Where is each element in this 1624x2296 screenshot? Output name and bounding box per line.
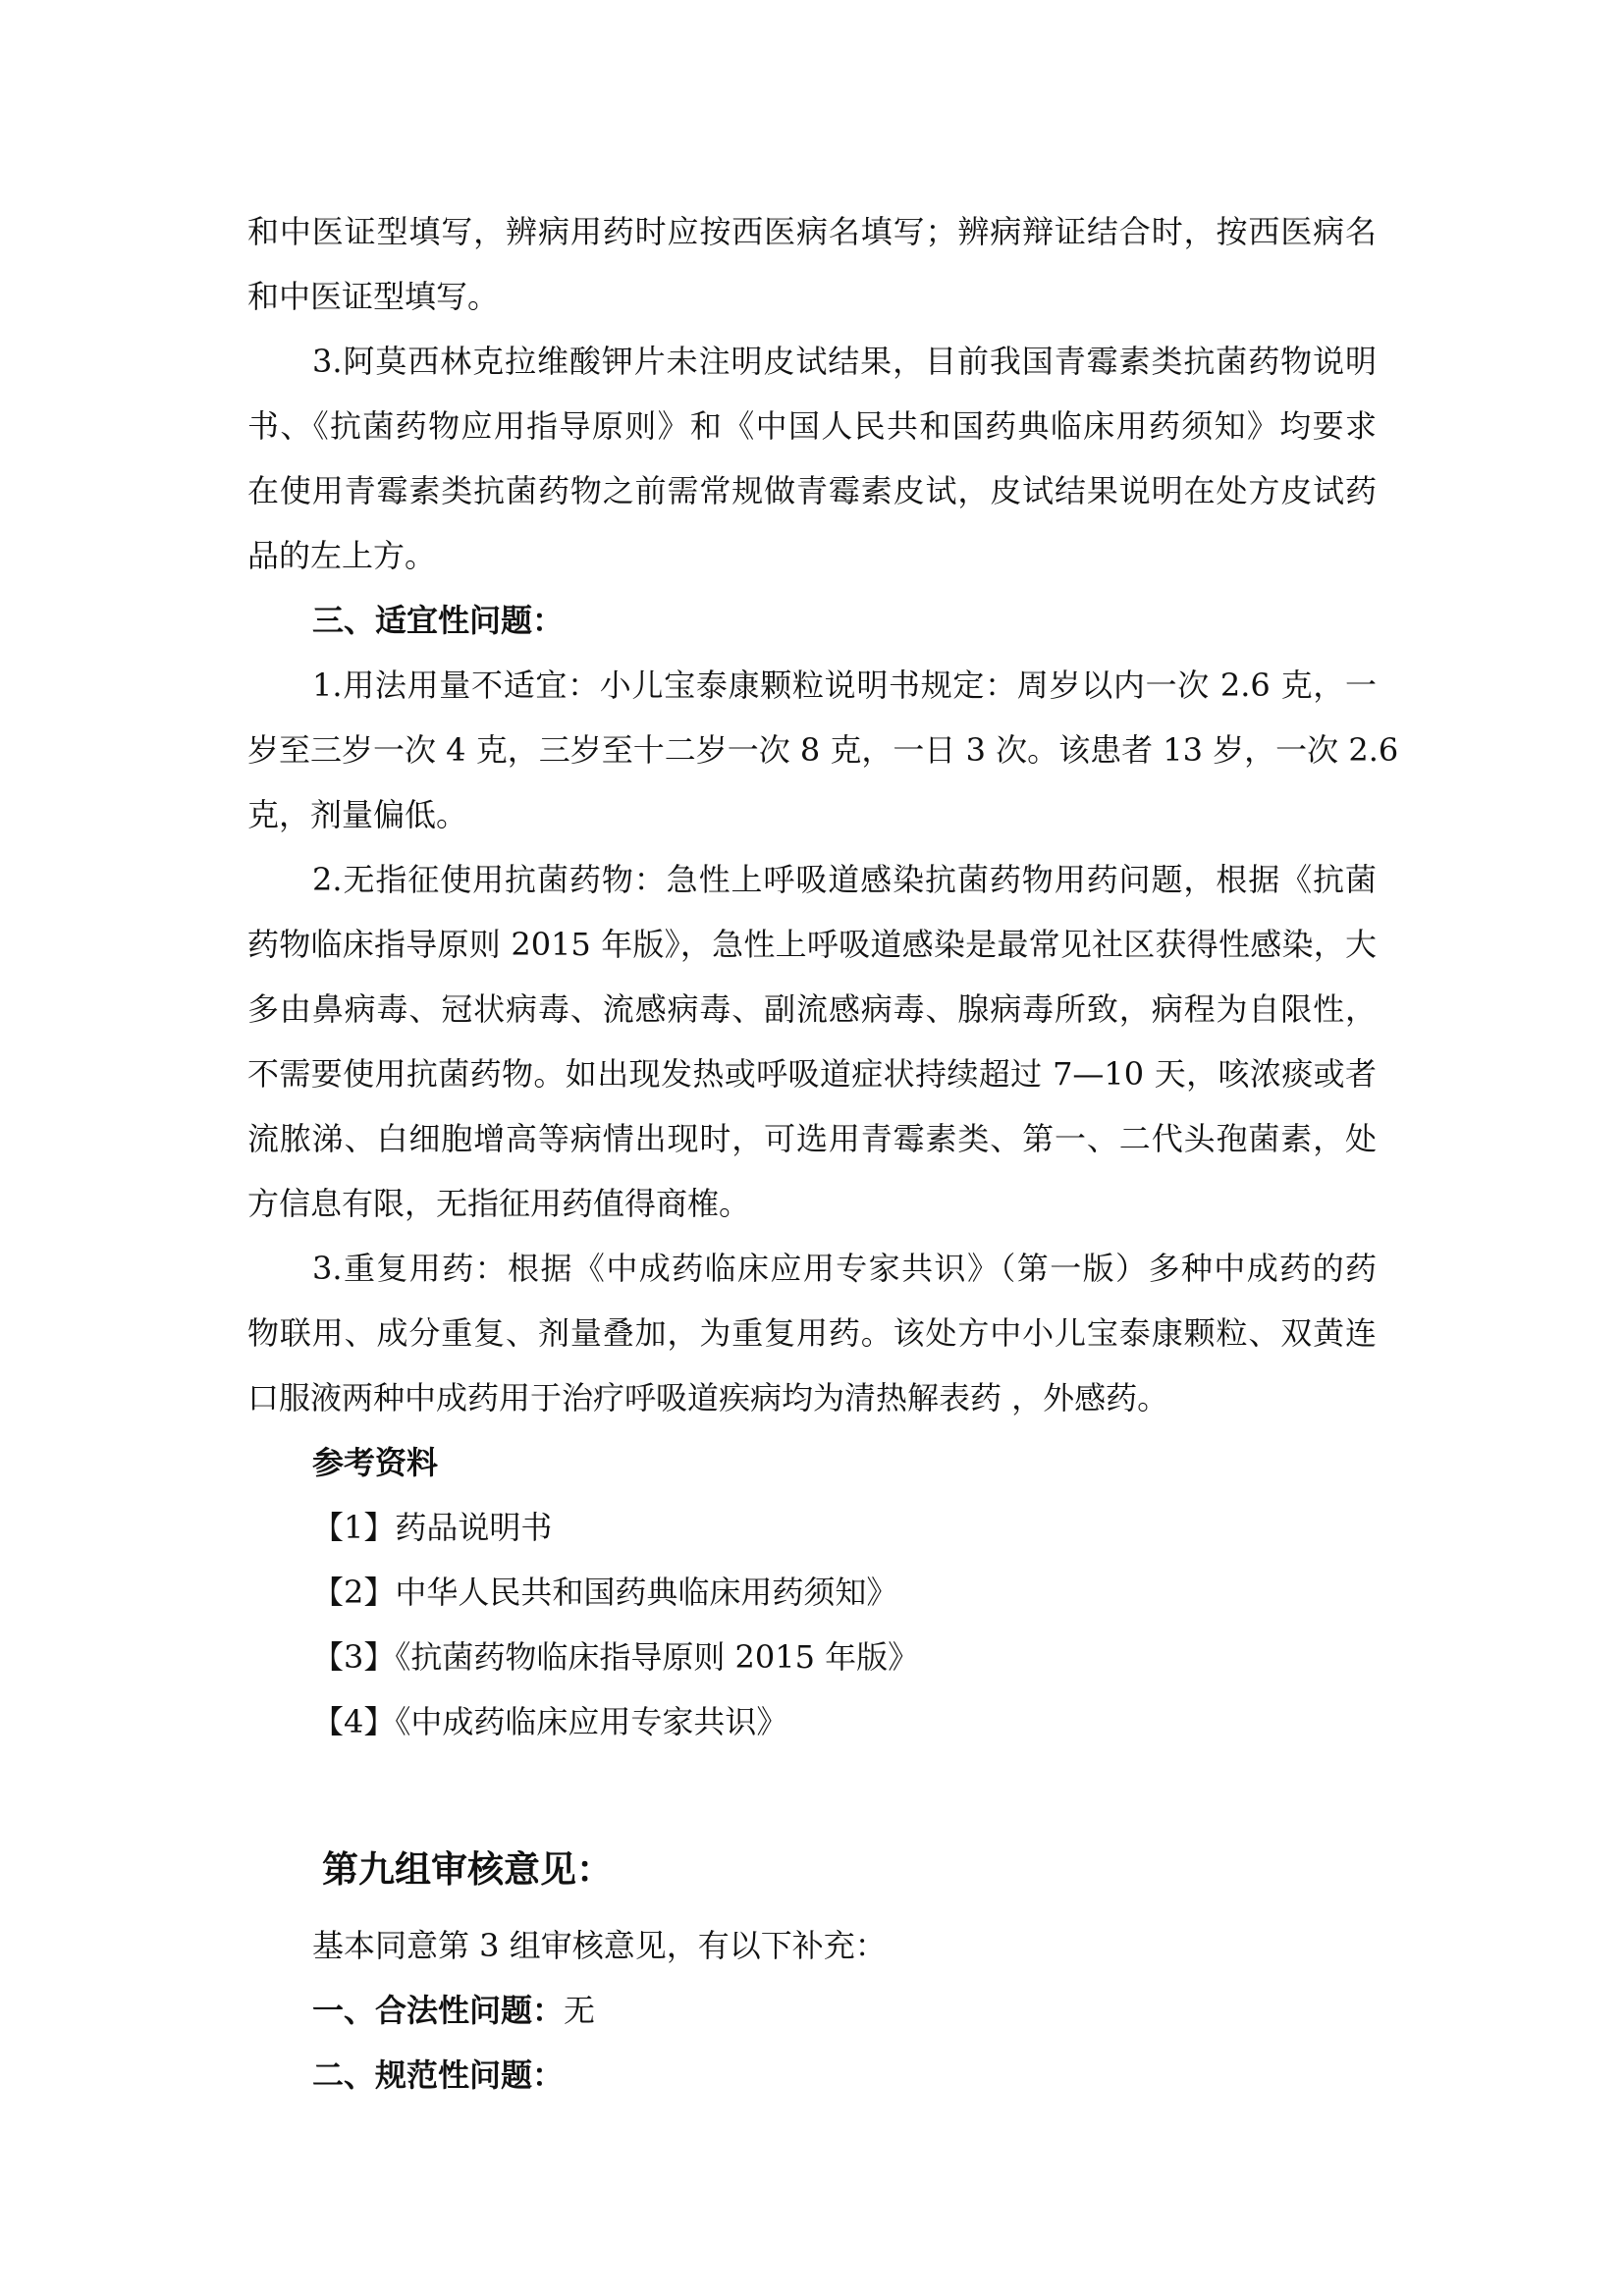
paragraph-line: 3.重复用药：根据《中成药临床应用专家共识》（第一版）多种中成药的药 <box>312 1250 1377 1287</box>
paragraph-line: 1.用法用量不适宜：小儿宝泰康颗粒说明书规定：周岁以内一次 2.6 克，一 <box>312 667 1377 704</box>
reference-item: 【4】《中成药临床应用专家共识》 <box>312 1703 788 1740</box>
paragraph-line: 书、《抗菌药物应用指导原则》和《中国人民共和国药典临床用药须知》均要求 <box>247 407 1377 445</box>
paragraph-line: 2.无指征使用抗菌药物：急性上呼吸道感染抗菌药物用药问题，根据《抗菌 <box>312 861 1377 898</box>
paragraph-line: 流脓涕、白细胞增高等病情出现时，可选用青霉素类、第一、二代头孢菌素，处 <box>247 1120 1377 1157</box>
paragraph-line: 方信息有限，无指征用药值得商榷。 <box>247 1185 751 1222</box>
legality-value: 无 <box>564 1992 596 2029</box>
paragraph-line: 物联用、成分重复、剂量叠加，为重复用药。该处方中小儿宝泰康颗粒、双黄连 <box>247 1314 1377 1352</box>
reference-item: 【3】《抗菌药物临床指导原则 2015 年版》 <box>312 1638 920 1676</box>
paragraph-line: 和中医证型填写。 <box>247 278 500 315</box>
paragraph-line: 岁至三岁一次 4 克，三岁至十二岁一次 8 克，一日 3 次。该患者 13 岁，一次 2.6 <box>247 731 1399 769</box>
group9-intro: 基本同意第 3 组审核意见，有以下补充： <box>312 1927 887 1964</box>
references-title: 参考资料 <box>312 1444 439 1481</box>
group9-title: 第九组审核意见： <box>322 1847 613 1891</box>
paragraph-line: 3.阿莫西林克拉维酸钾片未注明皮试结果，目前我国青霉素类抗菌药物说明 <box>312 343 1377 380</box>
paragraph-line: 和中医证型填写，辨病用药时应按西医病名填写；辨病辩证结合时，按西医病名 <box>247 213 1377 250</box>
reference-item: 【1】药品说明书 <box>312 1509 553 1546</box>
normativity-heading: 二、规范性问题： <box>312 2056 565 2094</box>
legality-row <box>312 1991 595 2030</box>
paragraph-line: 药物临床指导原则 2015 年版》，急性上呼吸道感染是最常见社区获得性感染，大 <box>247 926 1377 963</box>
paragraph-line: 品的左上方。 <box>247 537 437 574</box>
section-heading-appropriateness: 三、适宜性问题： <box>312 602 565 639</box>
paragraph-line: 多由鼻病毒、冠状病毒、流感病毒、副流感病毒、腺病毒所致，病程为自限性， <box>247 990 1377 1028</box>
legality-heading: 一、合法性问题： <box>312 1992 565 2029</box>
paragraph-line: 口服液两种中成药用于治疗呼吸道疾病均为清热解表药 ，外感药。 <box>247 1379 1169 1416</box>
paragraph-line: 在使用青霉素类抗菌药物之前需常规做青霉素皮试，皮试结果说明在处方皮试药 <box>247 472 1377 509</box>
paragraph-line: 克，剂量偏低。 <box>247 796 468 833</box>
paragraph-line: 不需要使用抗菌药物。如出现发热或呼吸道症状持续超过 7—10 天，咳浓痰或者 <box>247 1055 1377 1093</box>
reference-item: 【2】中华人民共和国药典临床用药须知》 <box>312 1574 898 1611</box>
